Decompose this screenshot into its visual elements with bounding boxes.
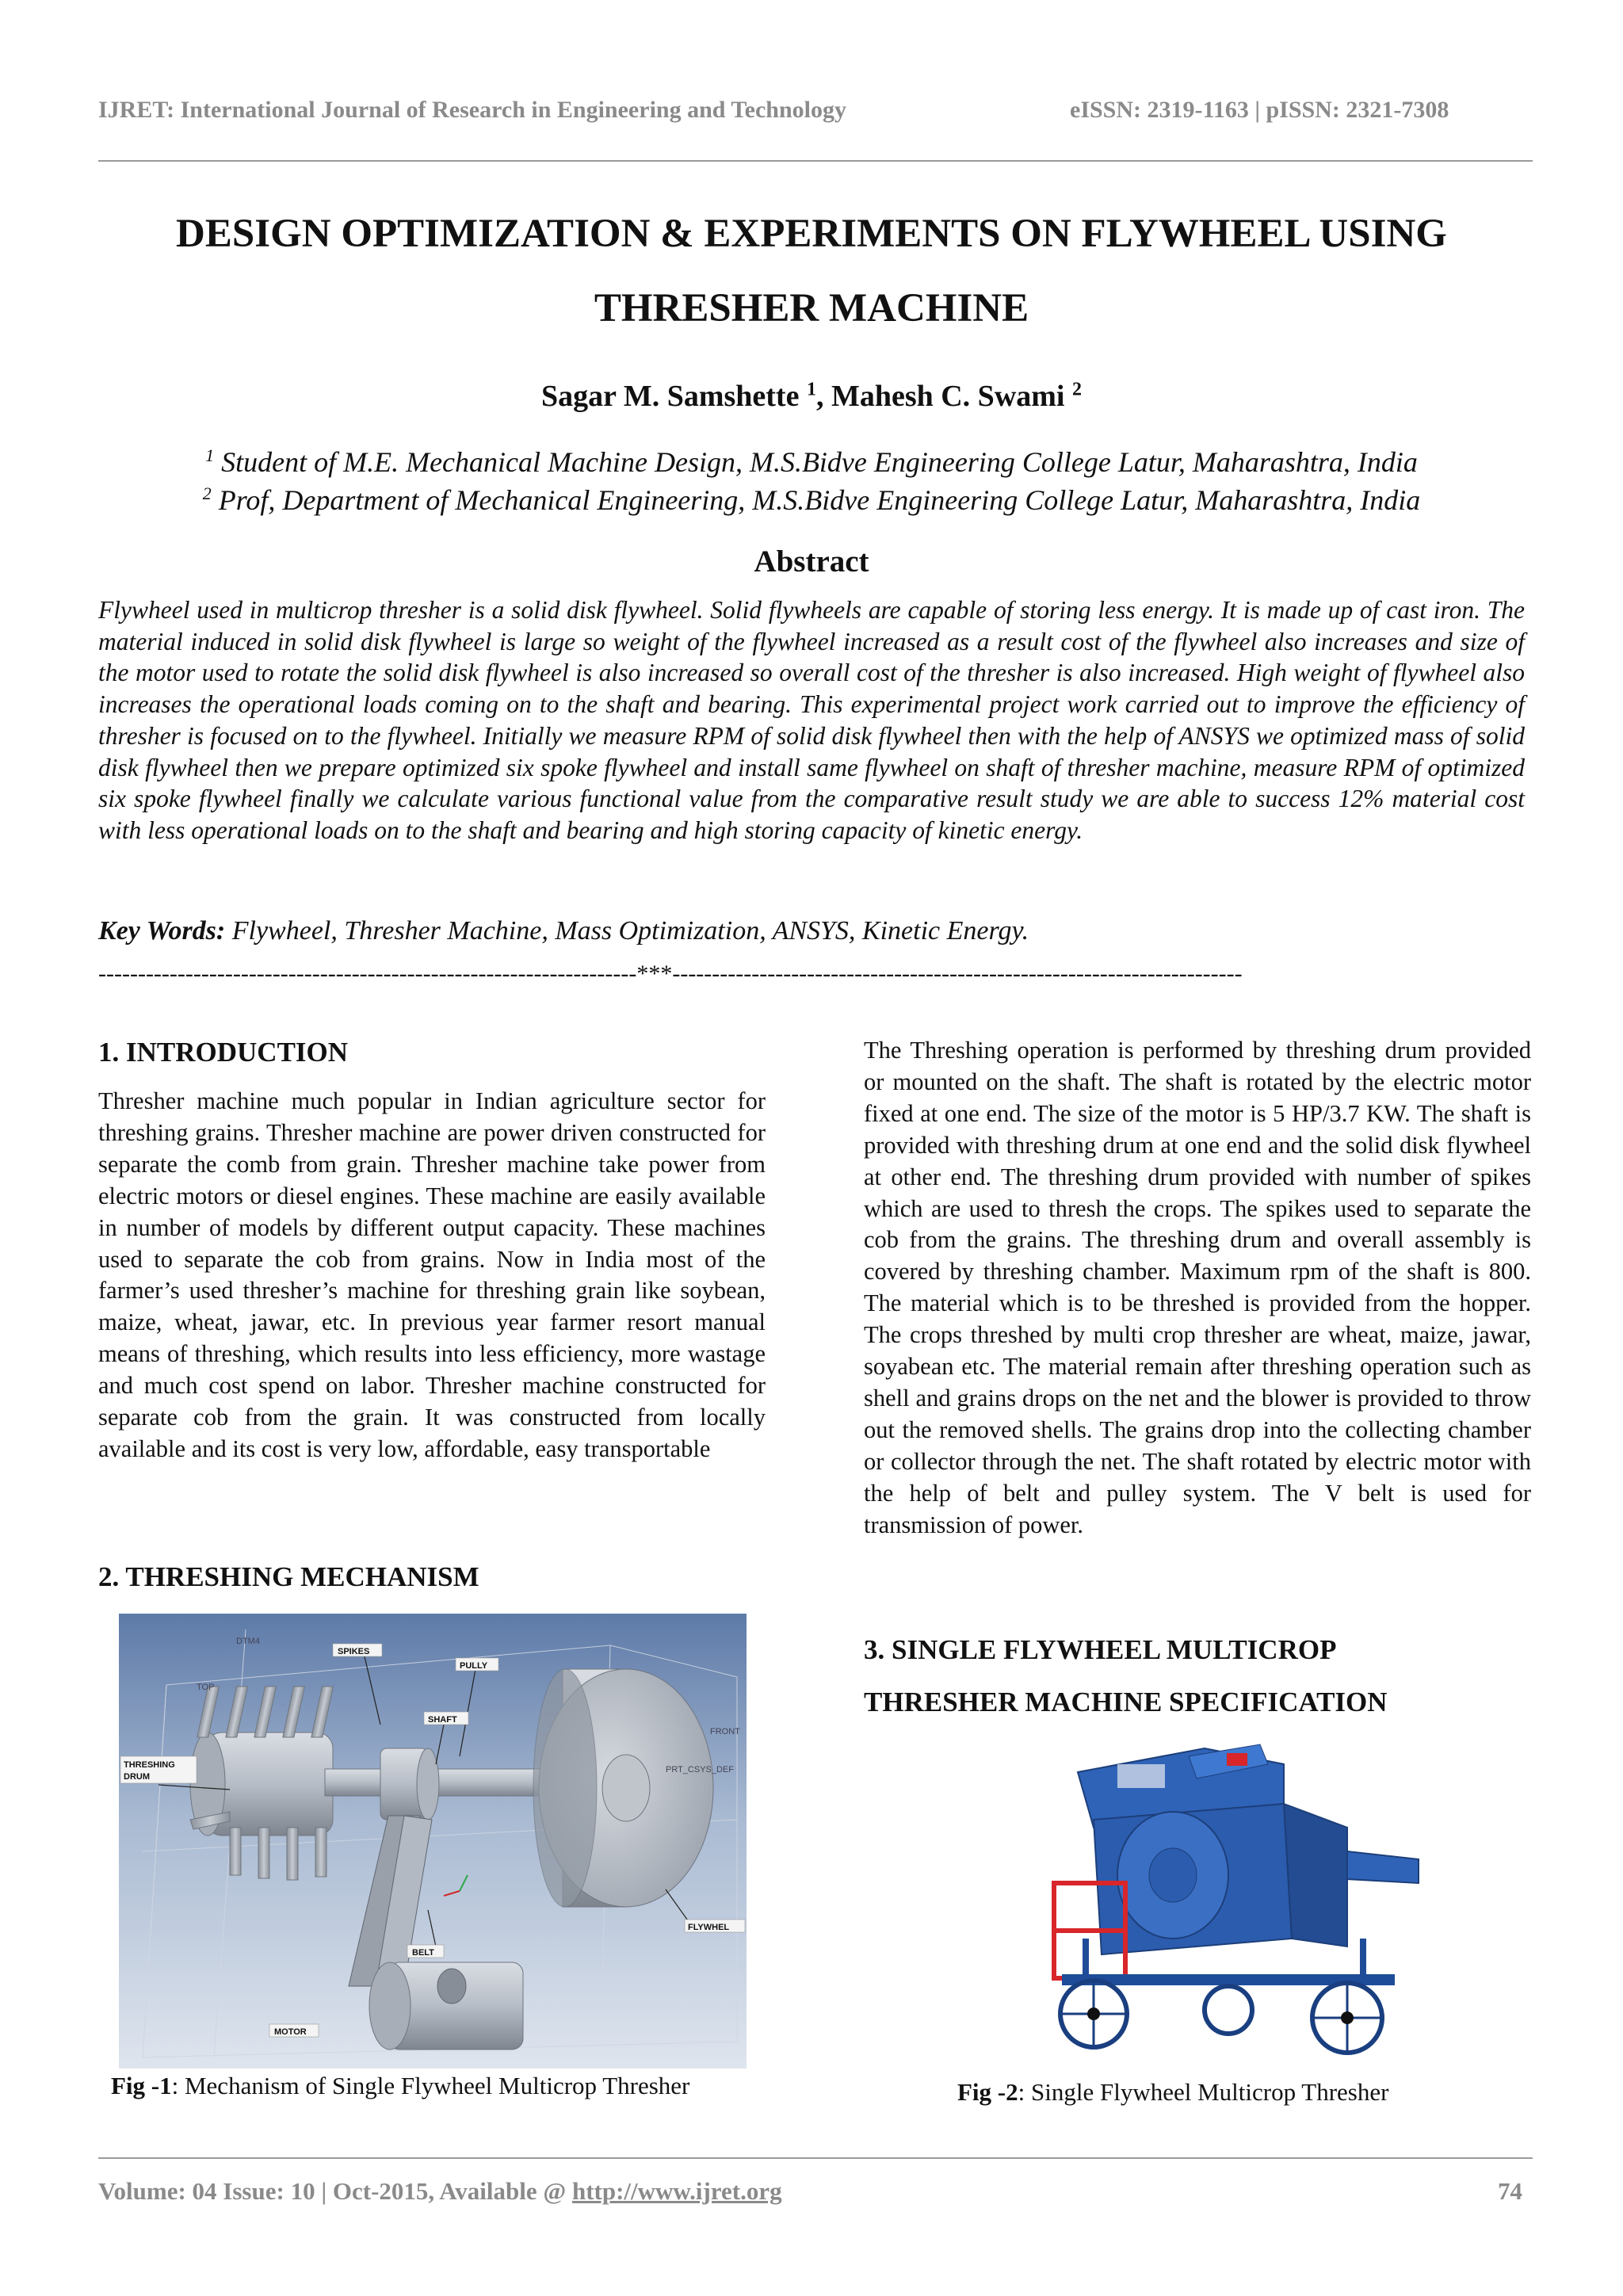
paper-title xyxy=(79,197,1544,346)
label-top: TOP xyxy=(197,1683,215,1692)
spec-heading-line-1: 3. SINGLE FLYWHEEL MULTICROP xyxy=(864,1634,1337,1665)
separator-line: --------------------------------------------------------------------***------------------------------------------------------------------------ xyxy=(98,961,1243,987)
keywords-label: Key Words: xyxy=(98,916,226,946)
label-shaft: SHAFT xyxy=(428,1715,457,1725)
mechanism-text: The Threshing operation is performed by threshing drum provided or mounted on the shaft. The shaft is rotated by the electric motor fixed at one end. The size of the motor is 5 HP/3.7 KW. The shaft is provided with threshing drum at one end and the solid disk flywheel at other end. The threshing drum provided with number of spikes which are used to thresh the crops. The spikes used to separate the cob from the grains. The threshing drum and overall assembly is covered by threshing chamber. Maximum rpm of the shaft is 800. The material which is to be threshed is provided from the hopper. The crops threshed by multi crop thresher are wheat, maize, jawar, soyabean etc. The material remain after threshing operation such as shell and grains drops on the net and the blower is provided to throw out the removed shells. The grains drop into the collecting chamber or collector through the net. The shaft rotated by electric motor with the help of belt and pulley system. The V belt is used for transmission of power. xyxy=(864,1037,1531,1538)
mechanism-drawing xyxy=(119,1614,747,2069)
author-1: Sagar M. Samshette xyxy=(541,380,800,413)
label-csys: PRT_CSYS_DEF xyxy=(666,1765,734,1775)
figure-2-caption xyxy=(957,2078,1388,2107)
affiliation-2-text: Prof, Department of Mechanical Engineering, M.S.Bidve Engineering College Latur, Maharashtra, India xyxy=(211,484,1421,516)
affiliation-2 xyxy=(79,476,1544,518)
authors xyxy=(79,379,1544,414)
label-front: FRONT xyxy=(710,1727,740,1736)
figure-2-caption-text: : Single Flywheel Multicrop Thresher xyxy=(1018,2078,1389,2106)
figure-1-caption-text: : Mechanism of Single Flywheel Multicrop Thresher xyxy=(171,2072,690,2099)
abstract-text: Flywheel used in multicrop thresher is a solid disk flywheel. Solid flywheels are capable of storing less energy. It is made up of cast iron. The material induced in solid disk flywheel is large so weight of the flywheel increased as a result cost of the flywheel also increases and size of the motor used to rotate the solid disk flywheel is also increased so overall cost of the thresher is also increased. High weight of flywheel also increases the operational loads coming on to the shaft and bearing. This experimental project work carried out to improve the efficiency of thresher is focused on to the flywheel. Initially we measure RPM of solid disk flywheel then with the help of ANSYS we optimized mass of solid disk flywheel then we prepare optimized six spoke flywheel and install same flywheel on shaft of thresher machine, measure RPM of optimized six spoke flywheel finally we calculate various functional value from the comparative result study we are able to success 12% material cost with less operational loads on to the shaft and bearing and high storing capacity of kinetic energy. xyxy=(98,596,1525,844)
figure-1-label: Fig -1 xyxy=(111,2072,172,2099)
label-dtm: DTM4 xyxy=(236,1637,260,1646)
affiliation-1 xyxy=(79,437,1544,480)
footer-url-link[interactable]: http://www.ijret.org xyxy=(571,2177,782,2205)
label-drum: DRUM xyxy=(124,1772,150,1782)
footer-volume-text: Volume: 04 Issue: 10 | Oct-2015, Available @ xyxy=(98,2177,572,2205)
issn: eISSN: 2319-1163 | pISSN: 2321-7308 xyxy=(1070,97,1449,123)
spec-heading-line-2: THRESHER MACHINE SPECIFICATION xyxy=(864,1687,1388,1717)
title-line-2: THRESHER MACHINE xyxy=(594,286,1029,330)
journal-name: IJRET: International Journal of Research in Engineering and Technology xyxy=(98,97,847,123)
label-motor: MOTOR xyxy=(274,2027,307,2037)
author-2: Mahesh C. Swami xyxy=(831,380,1065,413)
affiliation-2-sup: 2 xyxy=(202,483,212,503)
author-2-sup: 2 xyxy=(1071,379,1082,400)
affiliation-1-sup: 1 xyxy=(205,445,215,465)
affiliation-1-text: Student of M.E. Mechanical Machine Design, M.S.Bidve Engineering College Latur, Maharashtra, India xyxy=(214,446,1418,478)
header-rule xyxy=(98,160,1533,162)
figure-2-image xyxy=(1030,1740,1426,2065)
footer-rule xyxy=(98,2157,1533,2159)
figure-2-label: Fig -2 xyxy=(957,2078,1018,2106)
thresher-machine-illustration xyxy=(1030,1740,1426,2065)
label-belt: BELT xyxy=(412,1948,434,1958)
author-separator: , xyxy=(815,380,831,413)
page-number: 74 xyxy=(1498,2177,1522,2205)
author-1-sup: 1 xyxy=(806,379,816,400)
intro-heading: 1. INTRODUCTION xyxy=(98,1037,349,1068)
label-threshing: THRESHING xyxy=(124,1760,175,1770)
figure-1-caption xyxy=(111,2072,689,2100)
title-line-1: DESIGN OPTIMIZATION & EXPERIMENTS ON FLYWHEEL USING xyxy=(176,212,1447,256)
label-flywheel: FLYWHEL xyxy=(688,1923,730,1932)
label-spikes: SPIKES xyxy=(338,1647,370,1656)
label-pully: PULLY xyxy=(460,1661,488,1671)
abstract-heading: Abstract xyxy=(754,544,869,579)
intro-text: Thresher machine much popular in Indian agriculture sector for threshing grains. Thresher machine are power driven constructed for separate the comb from grain. Thresher machine take power from electric motors or diesel engines. These machine are easily available in number of models by different output capacity. These machines used to separate the cob from grains. Now in India most of the farmer’s used thresher’s machine for threshing grain like soybean, maize, wheat, jawar, etc. In previous year farmer resort manual means of threshing, which results into less efficiency, more wastage and much cost spend on labor. Thresher machine constructed for separate cob from the grain. It was constructed from locally available and its cost is very low, affordable, easy transportable xyxy=(98,1087,766,1462)
mechanism-heading: 2. THRESHING MECHANISM xyxy=(98,1561,479,1592)
figure-1-image xyxy=(119,1614,747,2069)
keywords xyxy=(98,916,1029,946)
keywords-text: Flywheel, Thresher Machine, Mass Optimization, ANSYS, Kinetic Energy. xyxy=(225,916,1029,946)
footer-volume xyxy=(98,2177,782,2206)
